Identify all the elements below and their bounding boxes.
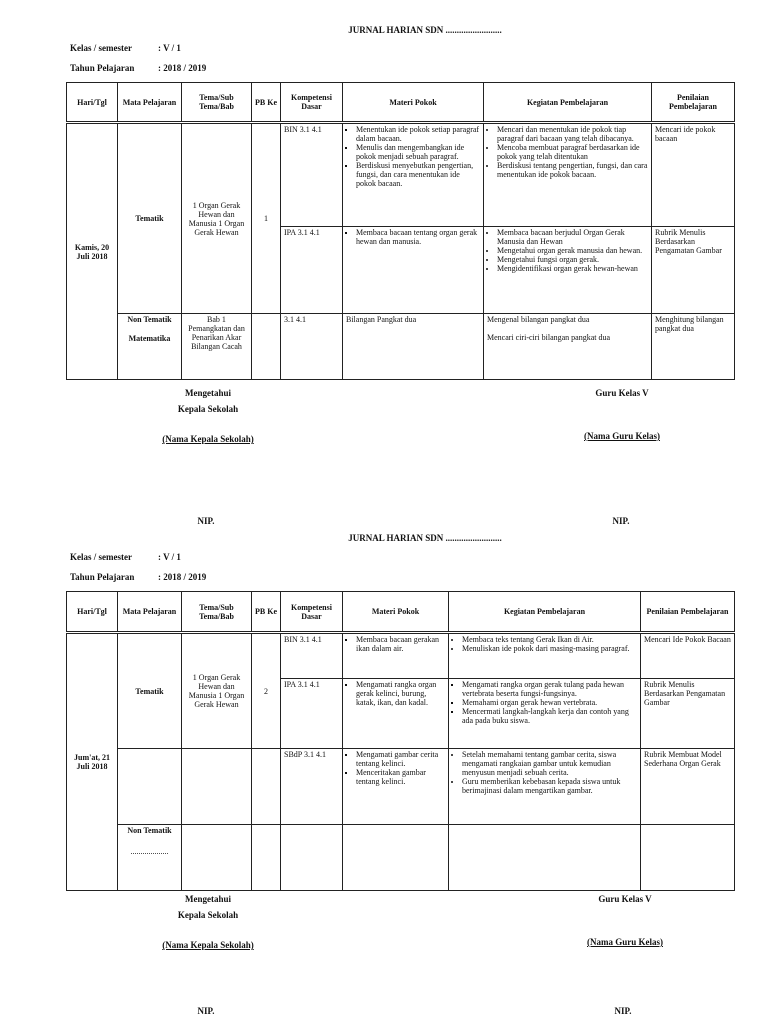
header-tema: Tema/Sub Tema/Bab: [182, 592, 252, 633]
cell-mapel-empty: [118, 749, 182, 825]
list-item: • Membaca bacaan berjudul Organ Gerak Manusia dan Hewan: [497, 228, 648, 246]
list-item: ▪ Mencermati langkah-langkah kerja dan contoh yang ada pada buku siswa.: [462, 707, 637, 725]
tahun-label: Tahun Pelajaran: [70, 572, 135, 582]
nontematik-label: Non Tematik: [127, 315, 172, 324]
header-kd: Kompetensi Dasar: [281, 83, 343, 123]
nip-kepala: NIP.: [197, 516, 215, 526]
table-row: [67, 633, 735, 679]
list-item: • Mengetahui organ gerak manusia dan hewan.: [497, 246, 648, 255]
cell-materi-bin: [343, 633, 449, 679]
list-item: • Mengidentifikasi organ gerak hewan-hewan: [497, 264, 648, 273]
cell-kd-nontematik: [281, 825, 343, 891]
journal-title: JURNAL HARIAN SDN .........................: [348, 533, 502, 543]
cell-mapel-tematik: Tematik: [118, 633, 182, 749]
cell-tema-nontematik: [182, 825, 252, 891]
list-item: ▪ Membaca bacaan tentang organ gerak hewan dan manusia.: [356, 228, 480, 246]
cell-materi-ipa: [343, 679, 449, 749]
signature-guru: [575, 894, 675, 947]
cell-kd-bin: BIN 3.1 4.1: [281, 123, 343, 227]
bullet-list: [452, 750, 637, 795]
header-kegiatan: Kegiatan Pembelajaran: [449, 592, 641, 633]
table-header-row: [67, 592, 735, 633]
cell-kd-ipa: IPA 3.1 4.1: [281, 227, 343, 314]
list-item: • Membaca teks tentang Gerak Ikan di Air.: [462, 635, 637, 644]
list-item: • Menuliskan ide pokok dari masing-masing paragraf.: [462, 644, 637, 653]
bullet-list: [452, 635, 637, 653]
nontematik-label: Non Tematik: [127, 826, 172, 835]
header-penilaian: Penilaian Pembelajaran: [652, 83, 735, 123]
header-kegiatan: Kegiatan Pembelajaran: [484, 83, 652, 123]
cell-penilaian-nontematik: [641, 825, 735, 891]
list-item: • Mencari dan menentukan ide pokok tiap paragraf dari bacaan yang telah dibacanya.: [497, 125, 648, 143]
bullet-list: [452, 680, 637, 725]
tahun-value: : 2018 / 2019: [158, 63, 207, 73]
header-mapel: Mata Pelajaran: [118, 592, 182, 633]
cell-pb-nontematik: [252, 825, 281, 891]
kelas-row: [70, 552, 181, 562]
cell-hari: Kamis, 20 Juli 2018: [67, 123, 118, 380]
guru-kelas-label: Guru Kelas V: [598, 894, 652, 904]
cell-penilaian-mtk: Menghitung bilangan pangkat dua: [652, 314, 735, 380]
cell-kd-mtk: 3.1 4.1: [281, 314, 343, 380]
list-item: ▪ Berdiskusi menyebutkan pengertian, fungsi, dan cara menentukan ide pokok bacaan.: [356, 161, 480, 188]
list-item: • Guru memberikan kebebasan kepada siswa untuk berimajinasi dalam mengartikan gambar.: [462, 777, 637, 795]
header-penilaian: Penilaian Pembelajaran: [641, 592, 735, 633]
journal-table-2: [66, 591, 735, 891]
cell-materi-mtk: Bilangan Pangkat dua: [343, 314, 484, 380]
header-mapel: Mata Pelajaran: [118, 83, 182, 123]
nama-guru-kelas: (Nama Guru Kelas): [587, 937, 663, 947]
table-row: [67, 749, 735, 825]
cell-penilaian-ipa: Rubrik Menulis Berdasarkan Pengamatan Gambar: [641, 679, 735, 749]
header-pb: PB Ke: [252, 592, 281, 633]
header-tema: Tema/Sub Tema/Bab: [182, 83, 252, 123]
list-item: ▪ Menulis dan mengembangkan ide pokok menjadi sebuah paragraf.: [356, 143, 480, 161]
list-item: ▪ Mengamati rangka organ gerak kelinci, burung, katak, ikan, dan kadal.: [356, 680, 445, 707]
mengetahui-label: Mengetahui: [185, 388, 231, 398]
cell-kd-sbdp: SBdP 3.1 4.1: [281, 749, 343, 825]
tahun-value: : 2018 / 2019: [158, 572, 207, 582]
header-kd: Kompetensi Dasar: [281, 592, 343, 633]
tahun-row: [70, 572, 206, 582]
kelas-label: Kelas / semester: [70, 43, 132, 53]
list-item: ▪ Menentukan ide pokok setiap paragraf dalam bacaan.: [356, 125, 480, 143]
kepala-sekolah-label: Kepala Sekolah: [177, 910, 239, 920]
cell-kegiatan-sbdp: [449, 749, 641, 825]
nama-guru-kelas: (Nama Guru Kelas): [584, 431, 660, 441]
kelas-value: : V / 1: [158, 43, 181, 53]
list-item: • Mengetahui fungsi organ gerak.: [497, 255, 648, 264]
cell-kegiatan-ipa: [449, 679, 641, 749]
header-pb: PB Ke: [252, 83, 281, 123]
matematika-label: Matematika: [128, 334, 171, 343]
cell-penilaian-bin: Mencari ide pokok bacaan: [652, 123, 735, 227]
kelas-value: : V / 1: [158, 552, 181, 562]
nama-kepala-sekolah: (Nama Kepala Sekolah): [162, 434, 254, 444]
cell-tema-mtk: Bab 1 Pemangkatan dan Penarikan Akar Bilangan Cacah: [182, 314, 252, 380]
nip-kepala: NIP.: [197, 1006, 215, 1016]
cell-pb: 1: [252, 123, 281, 314]
cell-mapel-tematik: Tematik: [118, 123, 182, 314]
cell-kegiatan-bin: [449, 633, 641, 679]
list-item: ▪ Menceritakan gambar tentang kelinci.: [356, 768, 445, 786]
list-item: • Mencoba membuat paragraf berdasarkan ide pokok yang telah ditentukan: [497, 143, 648, 161]
bullet-list: [346, 750, 445, 786]
header-hari: Hari/Tgl: [67, 592, 118, 633]
cell-kegiatan-nontematik: [449, 825, 641, 891]
cell-pb-empty: [252, 749, 281, 825]
mengetahui-label: Mengetahui: [185, 894, 231, 904]
nip-guru: NIP.: [612, 516, 630, 526]
cell-penilaian-sbdp: Rubrik Membuat Model Sederhana Organ Gerak: [641, 749, 735, 825]
cell-mapel-nontematik: [118, 825, 182, 891]
cell-tema: 1 Organ Gerak Hewan dan Manusia 1 Organ Gerak Hewan: [182, 123, 252, 314]
bullet-list: [346, 635, 445, 653]
cell-hari: Jum'at, 21 Juli 2018: [67, 633, 118, 891]
header-materi: Materi Pokok: [343, 592, 449, 633]
mtk-kegiatan-1: Mengenal bilangan pangkat dua: [487, 315, 590, 324]
signature-kepala: [158, 894, 258, 950]
kepala-sekolah-label: Kepala Sekolah: [177, 404, 239, 414]
guru-kelas-label: Guru Kelas V: [595, 388, 649, 398]
list-item: ▪ Mengamati rangka organ gerak tulang pada hewan vertebrata beserta fungsi-fungsinya.: [462, 680, 637, 698]
nama-kepala-sekolah: (Nama Kepala Sekolah): [162, 940, 254, 950]
cell-penilaian-bin: Mencari Ide Pokok Bacaan: [641, 633, 735, 679]
list-item: ▪ Memahami organ gerak hewan vertebrata.: [462, 698, 637, 707]
mtk-kegiatan-2: Mencari ciri-ciri bilangan pangkat dua: [487, 333, 611, 342]
cell-tema-empty: [182, 749, 252, 825]
header-materi: Materi Pokok: [343, 83, 484, 123]
cell-pb: 2: [252, 633, 281, 749]
journal-title: JURNAL HARIAN SDN .........................: [348, 25, 502, 35]
tahun-label: Tahun Pelajaran: [70, 63, 135, 73]
cell-materi-nontematik: [343, 825, 449, 891]
cell-kd-bin: BIN 3.1 4.1: [281, 633, 343, 679]
table-row: [67, 825, 735, 891]
header-hari: Hari/Tgl: [67, 83, 118, 123]
list-item: • Berdiskusi tentang pengertian, fungsi, dan cara menentukan ide pokok bacaan.: [497, 161, 648, 179]
bullet-list: [346, 680, 445, 707]
nontematik-dots: ...................: [130, 847, 169, 856]
cell-tema: 1 Organ Gerak Hewan dan Manusia 1 Organ Gerak Hewan: [182, 633, 252, 749]
cell-materi-sbdp: [343, 749, 449, 825]
list-item: • Setelah memahami tentang gambar cerita, siswa mengamati rangkaian gambar untuk kemudian menyusun menjadi sebuah cerita.: [462, 750, 637, 777]
kelas-label: Kelas / semester: [70, 552, 132, 562]
nip-guru: NIP.: [614, 1006, 632, 1016]
list-item: ▪ Membaca bacaan gerakan ikan dalam air.: [356, 635, 445, 653]
cell-penilaian-ipa: Rubrik Menulis Berdasarkan Pengamatan Gambar: [652, 227, 735, 314]
cell-kd-ipa: IPA 3.1 4.1: [281, 679, 343, 749]
list-item: ▪ Mengamati gambar cerita tentang kelinci.: [356, 750, 445, 768]
